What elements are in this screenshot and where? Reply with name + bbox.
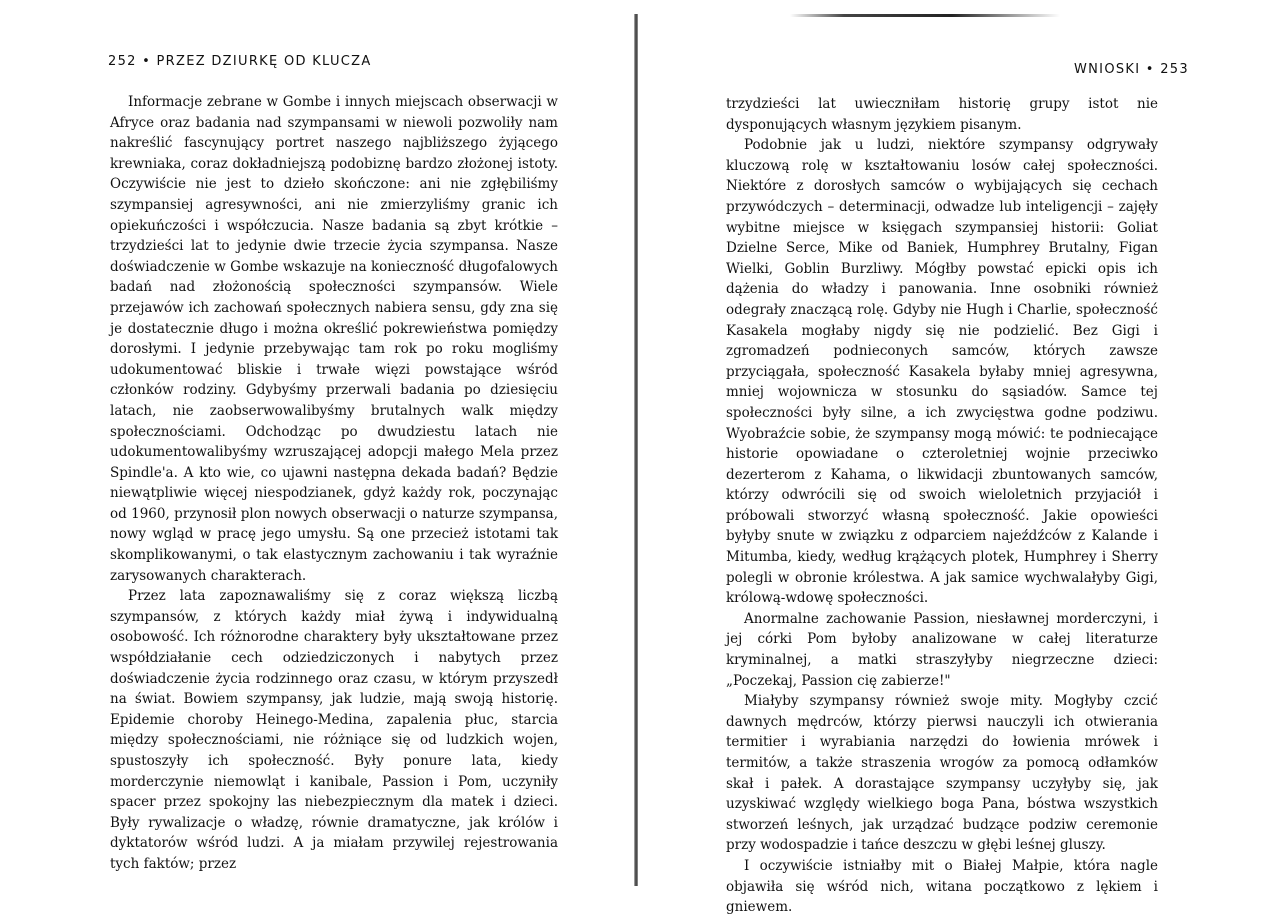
paragraph: I oczywiście istniałby mit o Białej Małpie, która nagle objawiła się wśród nich, witana początkowo z lękiem i gniewem.: [726, 857, 1158, 916]
left-page-text: [110, 92, 558, 875]
paragraph: Anormalne zachowanie Passion, niesławnej morderczyni, i jej córki Pom byłoby analizowane w całej literaturze kryminalnej, a matki straszyłyby niegrzeczne dzieci: „Poczekaj, Passion cię zabierze!": [726, 610, 1158, 689]
left-page-header: 252 • PRZEZ DZIURKĘ OD KLUCZA: [108, 54, 372, 69]
paragraph: Przez lata zapoznawaliśmy się z coraz większą liczbą szympansów, z których każdy miał żywą i indywidualną osobowość. Ich różnorodne charaktery były ukształtowane przez współdziałanie cech odziedziczonych i nabytych przez doświadczenie życia rodzinnego oraz czasu, w którym przyszedł na świat. Bowiem szympansy, jak ludzie, mają swoją historię. Epidemie choroby Heinego-Medina, zapalenia płuc, starcia między społecznościami, nie różniące się od ludzkich wojen, spustoszyły ich społeczność. Były ponure lata, kiedy morderczynie niemowląt i kanibale, Passion i Pom, uczyniły spacer przez spokojny las niebezpiecznym dla matek i dzieci. Były rywalizacje o władzę, równie dramatyczne, jak królów i dyktatorów wśród ludzi. A ja miałam przywilej rejestrowania tych faktów; przez: [110, 588, 558, 872]
paragraph: Miałyby szympansy również swoje mity. Mogłyby czcić dawnych mędrców, którzy pierwsi nauczyli ich otwierania termitier i wyrabiania narzędzi do łowienia mrówek i termitów, a także straszenia wrogów za pomocą odłamków skał i pałek. A dorastające szympansy uczyłyby się, jak uzyskiwać względy wielkiego boga Pana, bóstwa wszystkich stworzeń leśnych, jak urządzać budzące podziw ceremonie przy wodospadzie i tańce deszczu w głębi leśnej gluszy.: [726, 693, 1158, 854]
right-page-header: WNIOSKI • 253: [1074, 62, 1189, 77]
paragraph: Podobnie jak u ludzi, niektóre szympansy odgrywały kluczową rolę w kształtowaniu losów całej społeczności. Niektóre z dorosłych samców o wybijających się cechach przywódczych – determinacji, odwadze lub inteligencji – zajęły wybitne miejsce w księgach szympansiej historii: Goliat Dzielne Serce, Mike od Baniek, Humphrey Brutalny, Figan Wielki, Goblin Burzliwy. Mógłby powstać epicki opis ich dążenia do władzy i panowania. Inne osobniki również odegrały znaczącą rolę. Gdyby nie Hugh i Charlie, społeczność Kasakela mogłaby nigdy się nie podzielić. Bez Gigi i zgromadzeń podnieconych samców, których zawsze przyciągała, społeczność Kasakela byłaby mniej agresywna, mniej wojownicza w stosunku do sąsiadów. Samce tej społeczności były silne, a ich zwycięstwa godne podziwu. Wyobraźcie sobie, że szympansy mogą mówić: te podniecające historie opowiadane o czteroletniej wojnie przeciwko dezerterom z Kahama, o likwidacji zbuntowanych samców, którzy odwrócili się od swoich wieloletnich przyjaciół i próbowali stworzyć własną społeczność. Jakie opowieści byłyby snute w związku z odparciem najeźdźców z Kalande i Mitumba, kiedy, według krążących plotek, Humphrey i Sherry polegli w obronie królestwa. A jak samice wychwalałyby Gigi, królową-wdowę społeczności.: [726, 137, 1158, 607]
right-page-text: [726, 94, 1158, 918]
scan-artifact-line: [790, 14, 1060, 17]
paragraph: Informacje zebrane w Gombe i innych miejscach obserwacji w Afryce oraz badania nad szympansami w niewoli pozwoliły nam nakreślić fascynujący portret naszego najbliższego żyjącego krewniaka, coraz dokładniejszą podobiznę bardzo złożonej istoty. Oczywiście nie jest to dzieło skończone: ani nie zgłębiliśmy szympansiej agresywności, ani nie zmierzyliśmy granic ich opiekuńczości i współczucia. Nasze badania są zbyt krótkie – trzydzieści lat to jedynie dwie trzecie życia szympansa. Nasze doświadczenie w Gombe wskazuje na konieczność długofalowych badań nad złożonością społeczności szympansów. Wiele przejawów ich zachowań społecznych nabiera sensu, gdy zna się je dostatecznie długo i można określić pokrewieństwa pomiędzy dorosłymi. I jedynie przebywając tam rok po roku mogliśmy udokumentować bliskie i trwałe więzi powstające wśród członków rodziny. Gdybyśmy przerwali badania po dziesięciu latach, nie zaobserwowalibyśmy brutalnych walk między społecznościami. Odchodząc po dwudziestu latach nie udokumentowalibyśmy wzruszającej adopcji małego Mela przez Spindle'a. A kto wie, co ujawni następna dekada badań? Będzie niewątpliwie więcej niespodzianek, gdyż każdy rok, poczynając od 1960, przynosił plon nowych obserwacji o naturze szympansa, nowy wgląd w pracę jego umysłu. Są one przecież istotami tak skomplikowanymi, o tak elastycznym zachowaniu i tak wyraźnie zarysowanych charakterach.: [110, 94, 558, 584]
book-gutter: [634, 14, 638, 886]
paragraph: trzydzieści lat uwieczniłam historię grupy istot nie dysponujących własnym językiem pisanym.: [726, 96, 1158, 133]
